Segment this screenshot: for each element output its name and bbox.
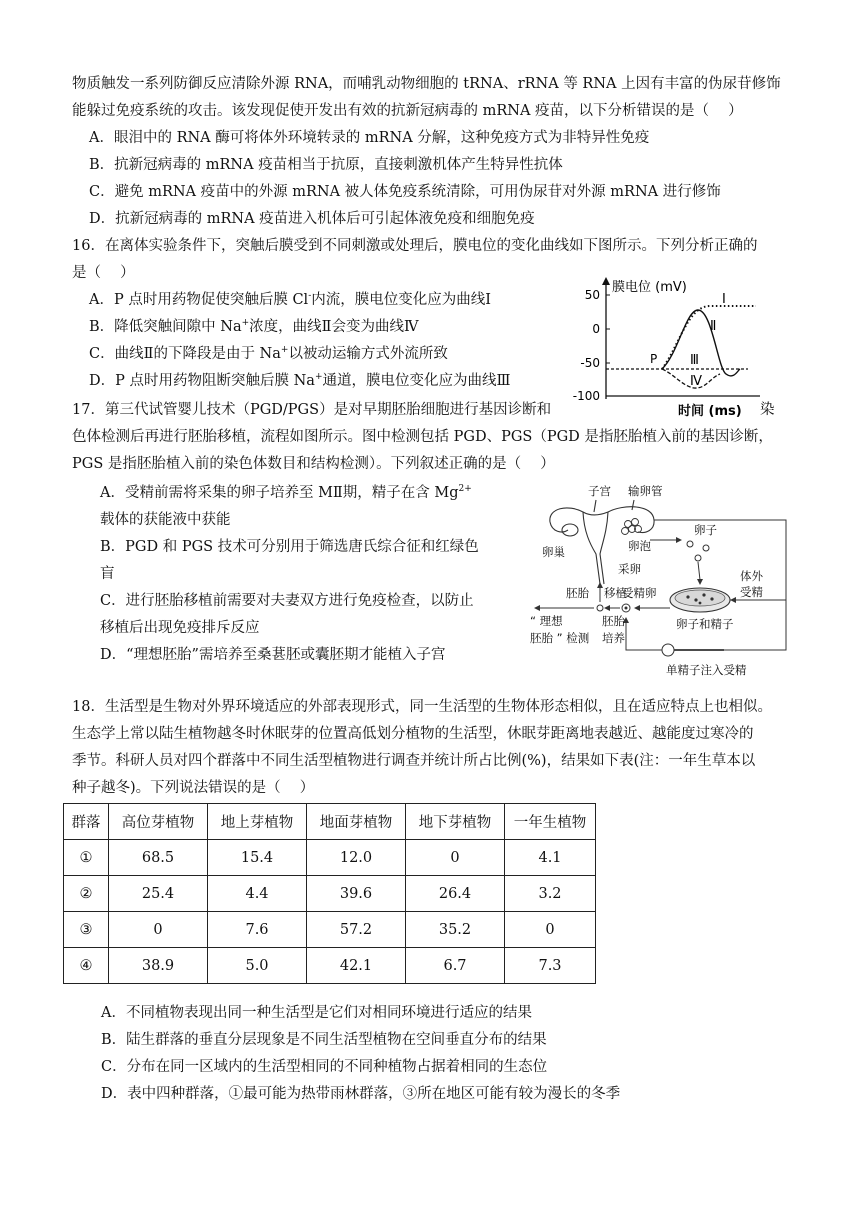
table-row [64,876,596,912]
label-embryo-transfer-2: 移植 [604,586,627,600]
label-zygote: 受精卵 [622,586,657,600]
curve-i [662,306,756,369]
q16-stem-line1: 16．在离体实验条件下，突触后膜受到不同刺激或处理后，膜电位的变化曲线如下图所示。下列分析正确的 [72,238,758,254]
table-cell: ② [64,876,109,912]
table-header-row [64,804,596,840]
label-follicle: 卵泡 [628,539,651,553]
q16-option-d: D．P 点时用药物阻断突触后膜 Na+通道，膜电位变化应为曲线Ⅲ [89,372,511,389]
table-row [64,912,596,948]
table-cell: 0 [109,912,208,948]
curve-label-ii: Ⅱ [710,319,717,334]
table-header-cell: 群落 [64,804,109,840]
q15-option-a: A．眼泪中的 RNA 酶可将体外环境转录的 mRNA 分解，这种免疫方式为非特异性免疫 [89,130,650,146]
x-axis-label: 时间 (ms) [678,404,742,419]
q16-option-c: C．曲线Ⅱ的下降段是由于 Na+以被动运输方式外流所致 [89,345,448,362]
label-egg-and-sperm: 卵子和精子 [676,617,734,631]
table-cell: ④ [64,948,109,984]
embryo-symbol [597,605,603,611]
curve-label-iii: Ⅲ [690,353,699,368]
q17-option-b-cont: 盲 [100,566,115,582]
q15-stem-line2: 能躲过免疫系统的攻击。该发现促使开发出有效的抗新冠病毒的 mRNA 疫苗，以下分析错误的是（ ） [72,103,743,119]
q18-option-c: C．分布在同一区域内的生活型相同的不同种植物占据着相同的生态位 [101,1059,548,1075]
q15-stem-line1: 物质触发一系列防御反应清除外源 RNA，而哺乳动物细胞的 tRNA、rRNA 等 RNA 上因有丰富的伪尿苷修饰 [72,76,781,92]
table-cell: 68.5 [109,840,208,876]
q17-stem-line2: 色体检测后再进行胚胎移植，流程如图所示。图中检测包括 PGD、PGS（PGD 是指胚胎植入前的基因诊断， [72,429,773,445]
label-ideal-2: 胚胎 ” 检测 [530,631,590,645]
follicle-cluster [622,519,642,535]
label-egg: 卵子 [694,523,717,537]
q17-option-d: D．“理想胚胎”需培养至桑葚胚或囊胚期才能植入子宫 [100,647,446,663]
table-header-cell: 一年生植物 [505,804,596,840]
q15-option-b: B．抗新冠病毒的 mRNA 疫苗相当于抗原，直接刺激机体产生特异性抗体 [89,157,563,173]
table-cell: 4.1 [505,840,596,876]
tick-label-50: 50 [584,288,600,302]
label-ideal-1: “ 理想 [530,614,563,628]
table-cell: ① [64,840,109,876]
q18-stem-line3: 季节。科研人员对四个群落中不同生活型植物进行调查并统计所占比例(%)，结果如下表(注：一年生草本以 [72,753,756,769]
q18-option-b: B．陆生群落的垂直分层现象是不同生活型植物在空间垂直分布的结果 [101,1032,547,1048]
table-row [64,948,596,984]
table-cell: 3.2 [505,876,596,912]
label-ovary: 卵巢 [542,545,565,559]
q16-option-a: A．P 点时用药物促使突触后膜 Cl-内流，膜电位变化应为曲线Ⅰ [89,291,491,308]
table-cell: 7.6 [208,912,307,948]
q18-option-d: D．表中四种群落，①最可能为热带雨林群落，③所在地区可能有较为漫长的冬季 [101,1086,621,1102]
q16-stem-line2: 是（ ） [72,265,135,281]
table-cell: 25.4 [109,876,208,912]
q17-option-a-cont: 载体的获能液中获能 [100,512,231,528]
table-cell: 35.2 [406,912,505,948]
label-uterus: 子宫 [588,484,611,498]
q17-option-c-cont: 移植后出现免疫排斥反应 [100,620,260,636]
table-cell: 26.4 [406,876,505,912]
label-oviduct: 输卵管 [628,484,663,498]
label-embryo-culture-1: 胚胎 [602,614,625,628]
table-cell: ③ [64,912,109,948]
tick-label-minus-50: -50 [580,356,600,370]
tick-label-minus-100: -100 [572,389,600,403]
table-cell: 7.3 [505,948,596,984]
table-cell: 39.6 [307,876,406,912]
egg-cells [687,541,709,561]
table-cell: 38.9 [109,948,208,984]
lifeform-table [63,803,596,984]
table-cell: 4.4 [208,876,307,912]
table-cell: 12.0 [307,840,406,876]
q15-option-c: C．避免 mRNA 疫苗中的外源 mRNA 被人体免疫系统清除，可用伪尿苷对外源 mRNA 进行修饰 [89,184,721,200]
table-header-cell: 高位芽植物 [109,804,208,840]
membrane-potential-figure [570,274,770,424]
table-cell: 57.2 [307,912,406,948]
table-cell: 0 [505,912,596,948]
q16-option-b: B．降低突触间隙中 Na+浓度，曲线Ⅱ会变为曲线Ⅳ [89,318,419,335]
q18-stem-line2: 生态学上常以陆生植物越冬时休眠芽的位置高低划分植物的生活型，休眠芽距离地表越近、越能度过寒冷的 [72,726,754,742]
table-cell: 15.4 [208,840,307,876]
table-header-cell: 地下芽植物 [406,804,505,840]
label-embryo-culture-2: 培养 [602,631,625,645]
q17-option-b: B．PGD 和 PGS 技术可分别用于筛选唐氏综合征和红绿色 [100,539,479,555]
label-icsi: 单精子注入受精 [666,663,747,677]
q17-stem-line1: 17．第三代试管婴儿技术（PGD/PGS）是对早期胚胎细胞进行基因诊断和 [72,402,552,418]
y-axis-label: 膜电位 (mV) [612,280,687,295]
curve-label-iv: Ⅳ [690,374,702,389]
y-axis-arrow [602,277,610,285]
table-cell: 5.0 [208,948,307,984]
label-embryo-transfer-1: 胚胎 [566,586,589,600]
icsi-needle [654,644,724,656]
q17-option-a: A．受精前需将采集的卵子培养至 MⅡ期，精子在含 $Mg^{2+}$ [100,484,472,501]
table-cell: 6.7 [406,948,505,984]
q17-stem-line1-tail: 染 [760,402,775,418]
curve-label-i: Ⅰ [722,292,726,307]
q15-option-d: D．抗新冠病毒的 mRNA 疫苗进入机体后可引起体液免疫和细胞免疫 [89,211,535,227]
table-cell: 42.1 [307,948,406,984]
q18-option-a: A．不同植物表现出同一种生活型是它们对相同环境进行适应的结果 [101,1005,532,1021]
table-header-cell: 地上芽植物 [208,804,307,840]
label-invitro-1: 体外 [740,569,763,583]
table-row [64,840,596,876]
table-cell: 0 [406,840,505,876]
q18-stem-line4: 种子越冬)。下列说法错误的是（ ） [72,780,315,796]
point-p-label: P [650,352,658,366]
curve-ii [662,310,740,376]
table-header-cell: 地面芽植物 [307,804,406,840]
label-egg-collect: 采卵 [618,562,641,576]
q18-stem-line1: 18．生活型是生物对外界环境适应的外部表现形式，同一生活型的生物体形态相似，且在适应特点上也相似。 [72,699,772,715]
tick-label-0: 0 [592,322,600,336]
q17-stem-line3: PGS 是指胚胎植入前的染色体数目和结构检测）。下列叙述正确的是（ ） [72,456,555,472]
q17-option-c: C．进行胚胎移植前需要对夫妻双方进行免疫检查，以防止 [100,593,474,609]
label-invitro-2: 受精 [740,585,763,599]
ivf-flowchart-figure [528,482,800,682]
petri-dish [670,588,730,612]
